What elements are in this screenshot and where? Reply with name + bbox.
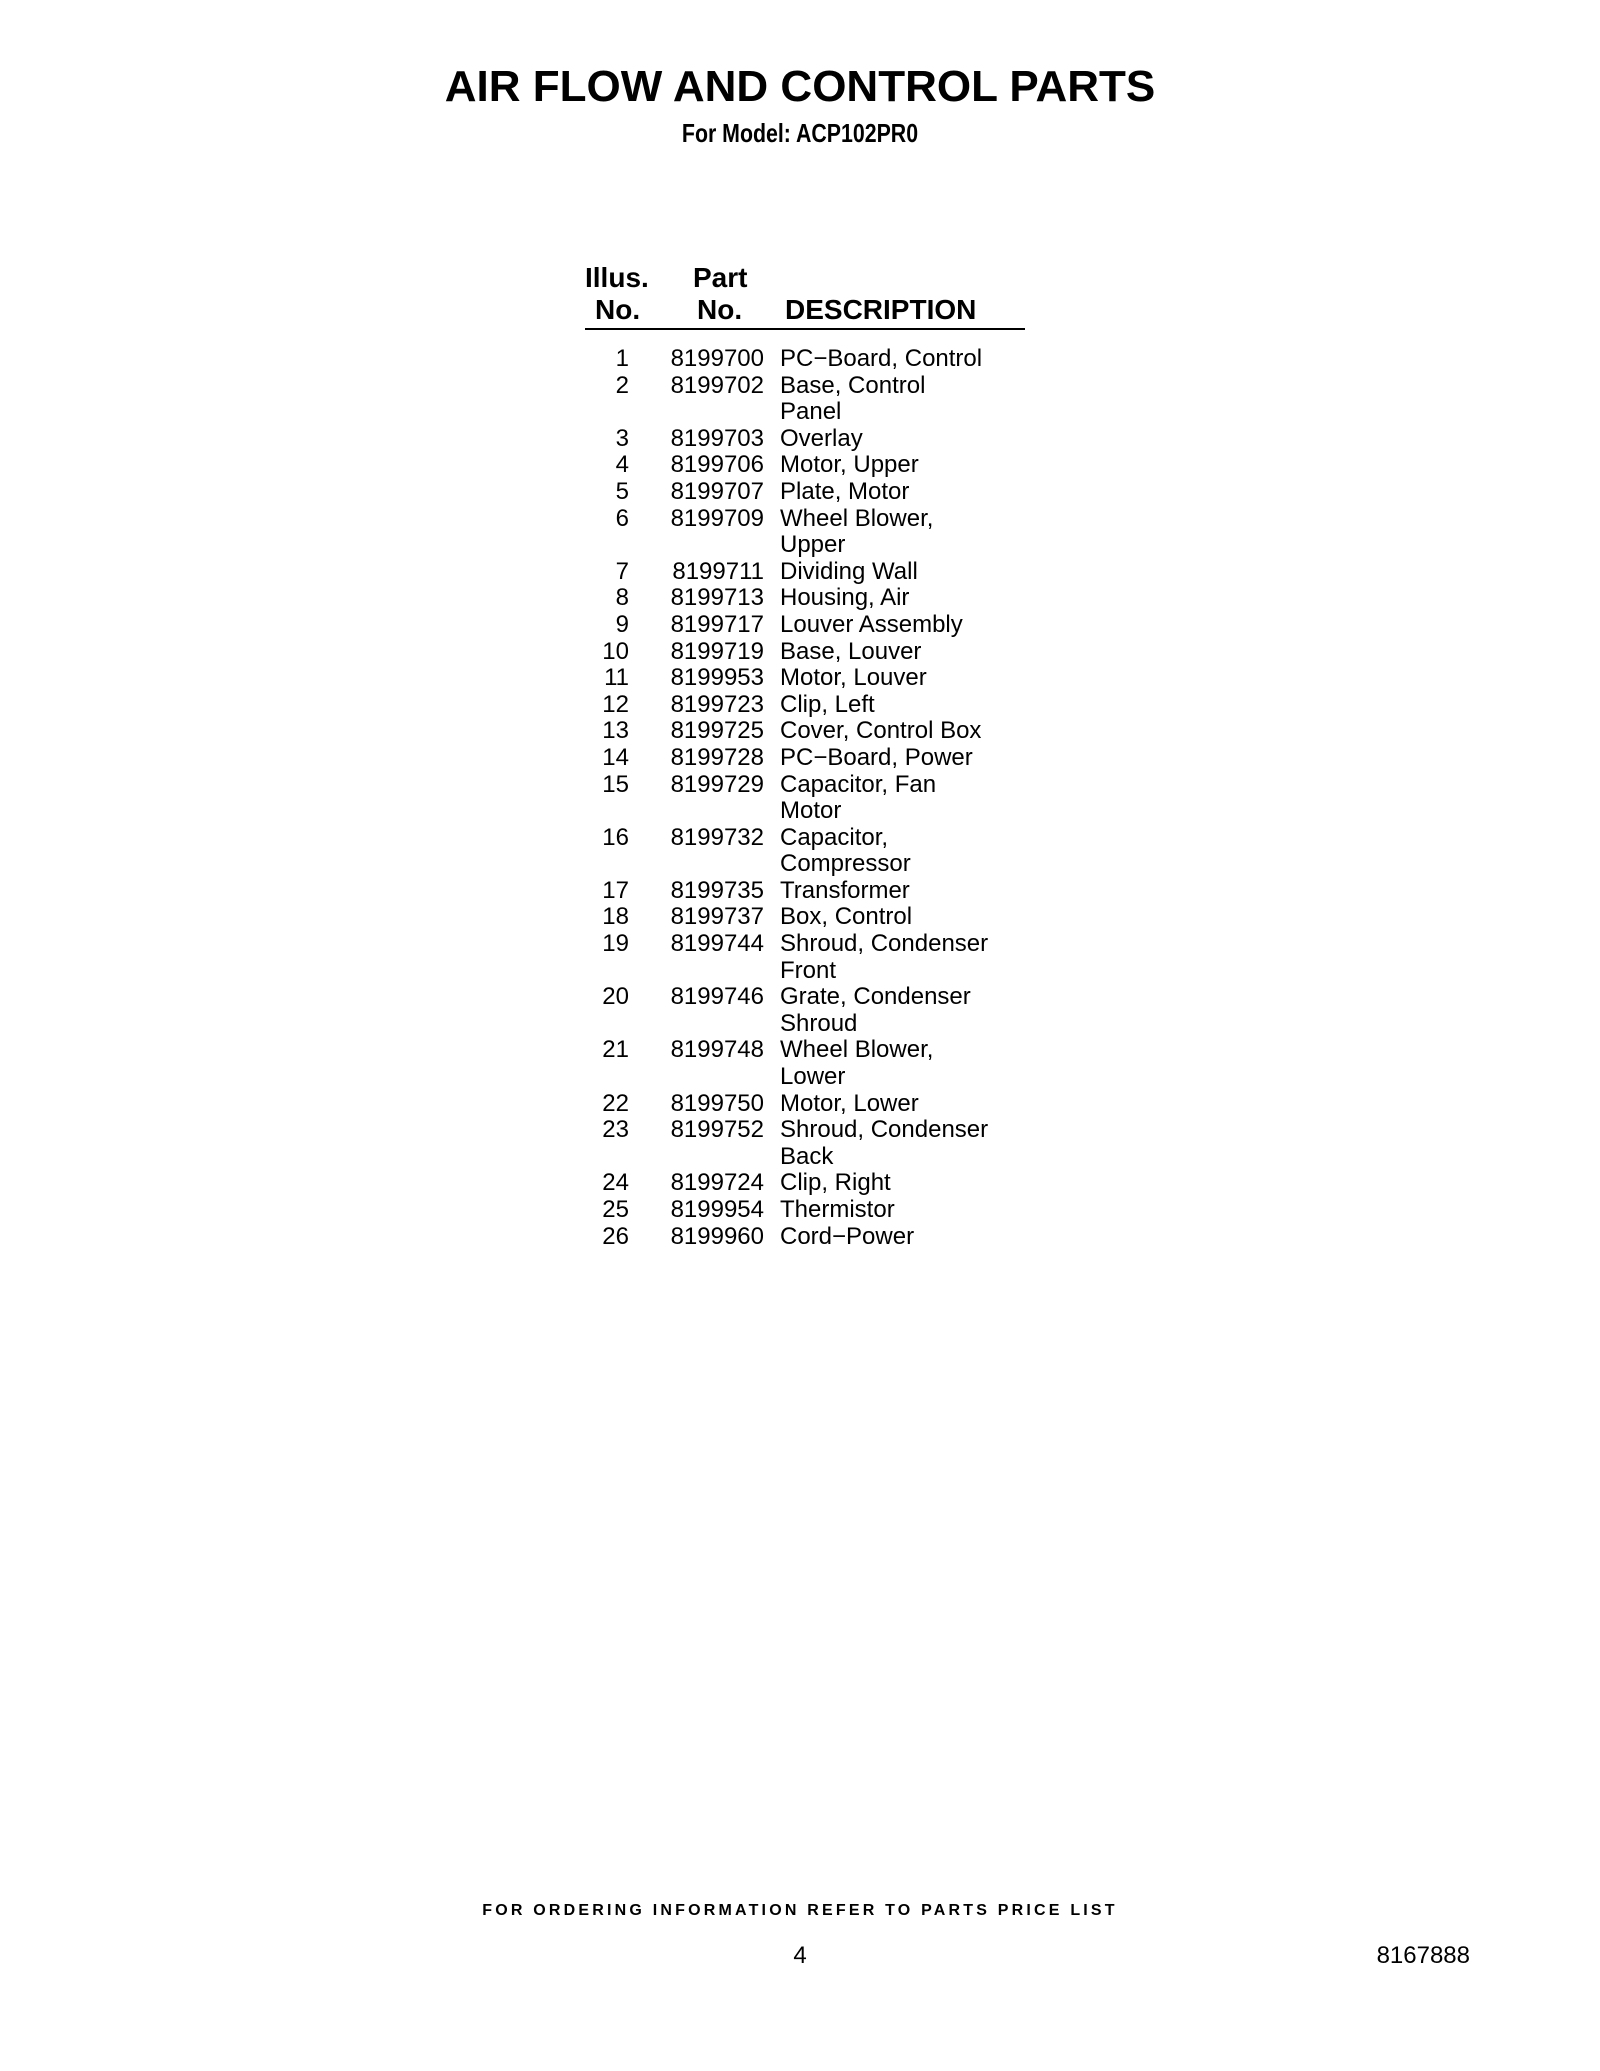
part-number: 8199706 (670, 451, 764, 479)
description-line: Louver Assembly (780, 610, 963, 638)
column-header-illus: Illus. (585, 262, 649, 293)
description-line: Thermistor (780, 1196, 895, 1223)
illus-number: 13 (602, 717, 629, 745)
illus-number: 12 (602, 690, 629, 718)
part-number: 8199700 (670, 345, 764, 372)
part-description (764, 692, 1010, 719)
description-line: Housing, Air (780, 584, 910, 612)
part-description (764, 585, 1010, 612)
part-number: 8199703 (670, 424, 764, 452)
illus-number: 21 (602, 1036, 629, 1064)
table-body (585, 346, 1025, 1250)
table-row (585, 692, 1025, 719)
illus-number: 4 (615, 451, 629, 479)
description-line: Front (780, 956, 837, 984)
description-line: Clip, Right (780, 1169, 891, 1197)
part-description (764, 1117, 1010, 1170)
part-number: 8199724 (670, 1169, 764, 1197)
table-row (585, 718, 1025, 745)
part-number: 8199711 (672, 557, 764, 585)
part-description (764, 346, 1010, 373)
description-line: Lower (780, 1063, 846, 1091)
part-description (764, 931, 1010, 984)
description-line: PC−Board, Control (780, 345, 983, 372)
table-row (585, 772, 1025, 825)
table-row (585, 426, 1025, 453)
part-description (764, 639, 1010, 666)
description-line: Panel (780, 398, 842, 426)
part-number: 8199744 (670, 930, 764, 958)
part-description (764, 1197, 1010, 1224)
part-number: 8199723 (670, 690, 764, 718)
part-description (764, 1224, 1010, 1251)
description-line: Shroud (780, 1009, 858, 1037)
part-description (764, 452, 1010, 479)
description-line: Transformer (780, 876, 910, 904)
part-number: 8199737 (670, 903, 764, 931)
part-description (764, 1091, 1010, 1118)
illus-number: 8 (615, 584, 629, 612)
illus-number: 2 (615, 371, 629, 399)
parts-table (585, 260, 1025, 1250)
illus-number: 5 (615, 477, 629, 505)
illus-number: 10 (602, 637, 629, 665)
part-description (764, 665, 1010, 692)
illus-number: 17 (602, 876, 629, 904)
part-description (764, 745, 1010, 772)
illus-number: 7 (615, 557, 629, 585)
table-row (585, 479, 1025, 506)
table-row (585, 585, 1025, 612)
description-line: Capacitor, (780, 823, 889, 851)
illus-number: 25 (602, 1196, 629, 1223)
illus-number: 6 (615, 504, 629, 532)
page-number: 4 (793, 1942, 807, 1969)
part-number: 8199732 (670, 823, 764, 851)
column-header-description: DESCRIPTION (785, 294, 977, 325)
part-description (764, 1170, 1010, 1197)
part-number: 8199729 (670, 770, 764, 798)
part-description (764, 825, 1010, 878)
table-row (585, 1117, 1025, 1170)
part-description (764, 718, 1010, 745)
table-row (585, 373, 1025, 426)
part-number: 8199752 (670, 1116, 764, 1144)
description-line: Compressor (780, 850, 911, 878)
table-row (585, 984, 1025, 1037)
part-number: 8199954 (670, 1196, 764, 1223)
table-row (585, 612, 1025, 639)
description-line: Cord−Power (780, 1222, 915, 1250)
illus-number: 20 (602, 983, 629, 1011)
part-number: 8199750 (670, 1089, 764, 1117)
illus-number: 15 (602, 770, 629, 798)
part-number: 8199719 (670, 637, 764, 665)
illus-number: 3 (615, 424, 629, 452)
illus-number: 18 (602, 903, 629, 931)
description-line: Dividing Wall (780, 557, 918, 585)
part-number: 8199702 (670, 371, 764, 399)
table-row (585, 745, 1025, 772)
part-number: 8199960 (670, 1222, 764, 1250)
table-row (585, 878, 1025, 905)
description-line: Wheel Blower, (780, 504, 934, 532)
table-row (585, 346, 1025, 373)
part-description (764, 479, 1010, 506)
table-row (585, 1037, 1025, 1090)
description-line: Cover, Control Box (780, 717, 982, 745)
part-number: 8199725 (670, 717, 764, 745)
model-subtitle: For Model: ACP102PR0 (681, 118, 919, 148)
part-number: 8199748 (670, 1036, 764, 1064)
table-header (585, 260, 1025, 330)
description-line: PC−Board, Power (780, 743, 973, 771)
part-number: 8199709 (670, 504, 764, 532)
table-row (585, 931, 1025, 984)
part-number: 8199735 (670, 876, 764, 904)
description-line: Motor (780, 797, 842, 825)
illus-number: 26 (602, 1222, 629, 1250)
description-line: Base, Louver (780, 637, 922, 665)
part-description (764, 1037, 1010, 1090)
part-number: 8199707 (670, 477, 764, 505)
description-line: Wheel Blower, (780, 1036, 934, 1064)
illus-number: 9 (615, 610, 629, 638)
part-description (764, 772, 1010, 825)
part-number: 8199953 (670, 664, 764, 692)
part-description (764, 612, 1010, 639)
illus-number: 22 (602, 1089, 629, 1117)
illus-number: 16 (602, 823, 629, 851)
illus-number: 14 (602, 743, 629, 771)
table-row (585, 825, 1025, 878)
description-line: Capacitor, Fan (780, 770, 937, 798)
table-row (585, 559, 1025, 586)
part-description (764, 506, 1010, 559)
table-row (585, 665, 1025, 692)
description-line: Motor, Lower (780, 1089, 919, 1117)
description-line: Plate, Motor (780, 477, 910, 505)
description-line: Back (780, 1142, 834, 1170)
table-row (585, 506, 1025, 559)
part-description (764, 904, 1010, 931)
column-header-part-no: No. (697, 294, 743, 325)
column-header-illus-no: No. (595, 294, 641, 325)
column-header-part: Part (693, 262, 748, 293)
illus-number: 23 (602, 1116, 629, 1144)
description-line: Motor, Louver (780, 664, 927, 692)
description-line: Clip, Left (780, 690, 875, 718)
part-description (764, 426, 1010, 453)
description-line: Base, Control (780, 371, 926, 399)
part-number: 8199717 (670, 610, 764, 638)
part-description (764, 559, 1010, 586)
part-description (764, 373, 1010, 426)
illus-number: 1 (615, 345, 629, 372)
table-row (585, 904, 1025, 931)
illus-number: 11 (604, 664, 629, 692)
table-row (585, 1224, 1025, 1251)
page-title: AIR FLOW AND CONTROL PARTS (444, 62, 1156, 111)
description-line: Shroud, Condenser (780, 1116, 989, 1144)
description-line: Box, Control (780, 903, 913, 931)
table-row (585, 639, 1025, 666)
description-line: Shroud, Condenser (780, 930, 989, 958)
ordering-note: FOR ORDERING INFORMATION REFER TO PARTS PRICE LIST (482, 1902, 1118, 1919)
description-line: Grate, Condenser (780, 983, 971, 1011)
part-description (764, 984, 1010, 1037)
document-number: 8167888 (1376, 1942, 1470, 1969)
table-row (585, 1091, 1025, 1118)
table-row (585, 452, 1025, 479)
part-number: 8199746 (670, 983, 764, 1011)
description-line: Upper (780, 531, 846, 559)
description-line: Motor, Upper (780, 451, 919, 479)
illus-number: 19 (602, 930, 629, 958)
part-description (764, 878, 1010, 905)
part-number: 8199728 (670, 743, 764, 771)
part-number: 8199713 (670, 584, 764, 612)
illus-number: 24 (602, 1169, 629, 1197)
table-row (585, 1170, 1025, 1197)
table-row (585, 1197, 1025, 1224)
description-line: Overlay (780, 424, 863, 452)
